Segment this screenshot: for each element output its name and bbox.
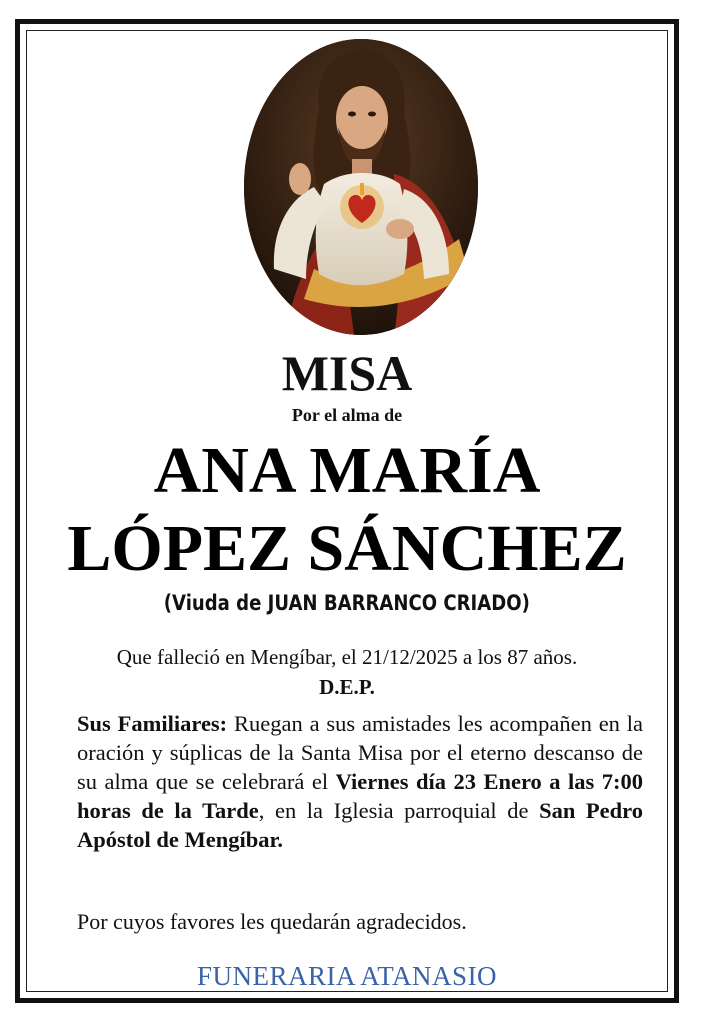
deceased-name-line2: LÓPEZ SÁNCHEZ bbox=[67, 512, 627, 585]
family-lead: Sus Familiares: bbox=[77, 711, 228, 736]
sacred-heart-portrait bbox=[244, 39, 478, 335]
mass-details-paragraph bbox=[77, 709, 643, 854]
deceased-name-line1: ANA MARÍA bbox=[153, 434, 541, 507]
paragraph-part1: Ruegan a sus amistades les acompañen en la oración y súplicas de la Santa Misa por el eterno descanso de su alma que se celebrará el bbox=[77, 711, 644, 794]
inner-border bbox=[26, 30, 668, 992]
funeral-home: FUNERARIA ATANASIO bbox=[196, 961, 498, 991]
dep-line: D.E.P. bbox=[319, 675, 375, 699]
paragraph-part2: , en la Iglesia parroquial de bbox=[258, 798, 540, 823]
widow-text: (Viuda de JUAN BARRANCO CRIADO) bbox=[163, 591, 531, 615]
portrait-illustration bbox=[244, 39, 478, 335]
subtitle: Por el alma de bbox=[291, 405, 403, 425]
church-name: San Pedro Apóstol de Mengíbar. bbox=[77, 798, 643, 852]
widow-line bbox=[27, 591, 667, 615]
death-line: Que falleció en Mengíbar, el 21/12/2025 a los 87 años. bbox=[116, 645, 578, 669]
obituary-card bbox=[15, 19, 679, 1003]
thanks-line: Por cuyos favores les quedarán agradecidos. bbox=[77, 909, 467, 934]
mass-title: MISA bbox=[281, 345, 413, 401]
mass-date-time: Viernes día 23 Enero a las 7:00 horas de la Tarde bbox=[77, 769, 643, 823]
